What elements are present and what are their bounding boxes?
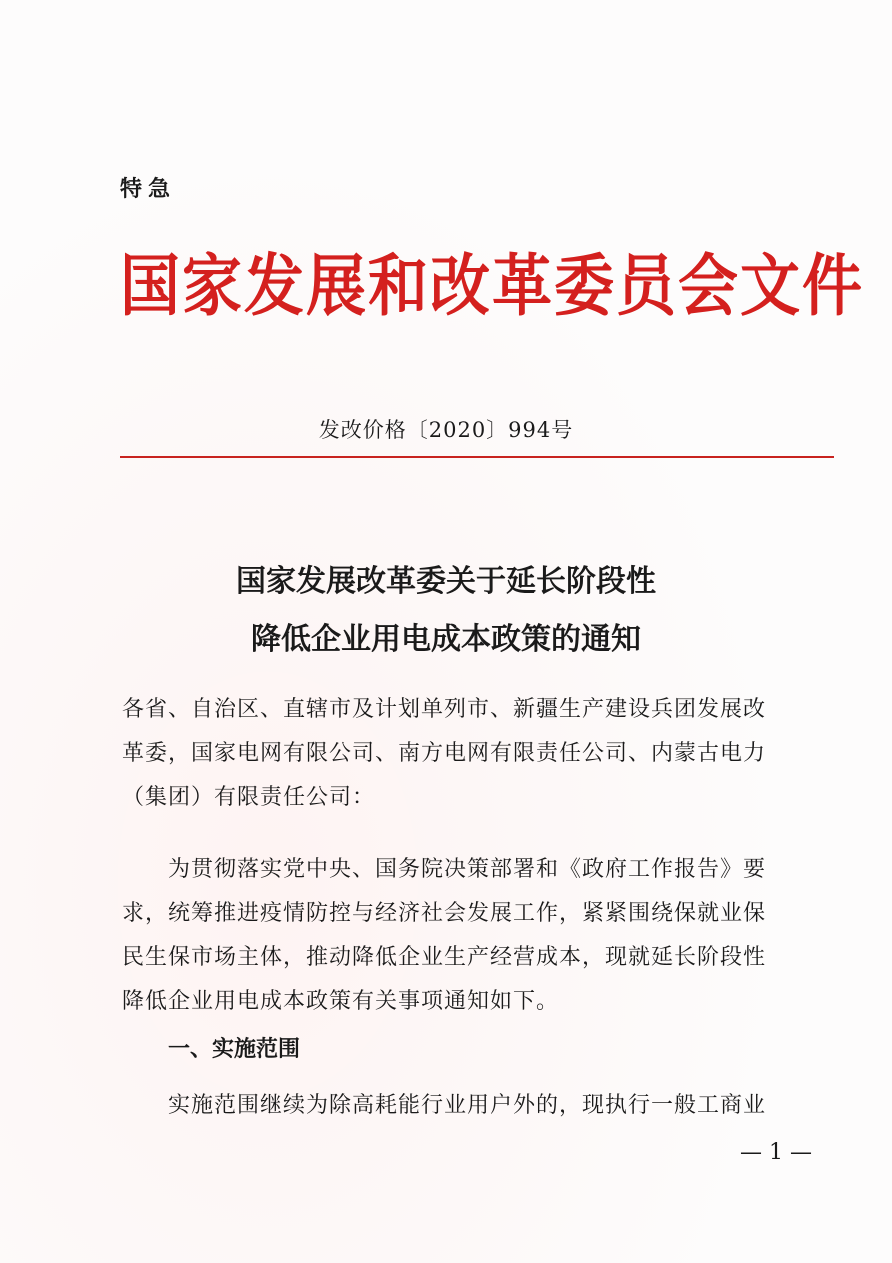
addressee-line: 革委，国家电网有限公司、南方电网有限责任公司、内蒙古电力 xyxy=(122,741,767,766)
notice-title-line-1: 国家发展改革委关于延长阶段性 xyxy=(236,564,656,599)
intro-paragraph xyxy=(122,848,822,1024)
addressee-block xyxy=(122,688,822,820)
document-number: 发改价格〔2020〕994号 xyxy=(318,418,574,442)
urgency-label: 特急 xyxy=(120,177,177,202)
page-number: — 1 — xyxy=(740,1140,812,1165)
addressee-line: 各省、自治区、直辖市及计划单列市、新疆生产建设兵团发展改 xyxy=(122,697,767,722)
paragraph-line: 实施范围继续为除高耗能行业用户外的，现执行一般工商业 xyxy=(168,1093,767,1118)
paragraph-line: 为贯彻落实党中央、国务院决策部署和《政府工作报告》要 xyxy=(168,857,767,882)
notice-title-line-2: 降低企业用电成本政策的通知 xyxy=(251,622,641,657)
section-heading: 一、实施范围 xyxy=(168,1037,301,1062)
paragraph-line: 降低企业用电成本政策有关事项通知如下。 xyxy=(122,989,560,1014)
masthead-title: 国家发展和改革委员会文件 xyxy=(120,247,864,326)
paragraph-line: 求，统筹推进疫情防控与经济社会发展工作，紧紧围绕保就业保 xyxy=(122,901,767,926)
paragraph-line: 民生保市场主体，推动降低企业生产经营成本，现就延长阶段性 xyxy=(122,945,767,970)
section-paragraph xyxy=(122,1084,822,1128)
addressee-line: （集团）有限责任公司： xyxy=(122,785,376,810)
red-divider-line xyxy=(120,456,834,458)
